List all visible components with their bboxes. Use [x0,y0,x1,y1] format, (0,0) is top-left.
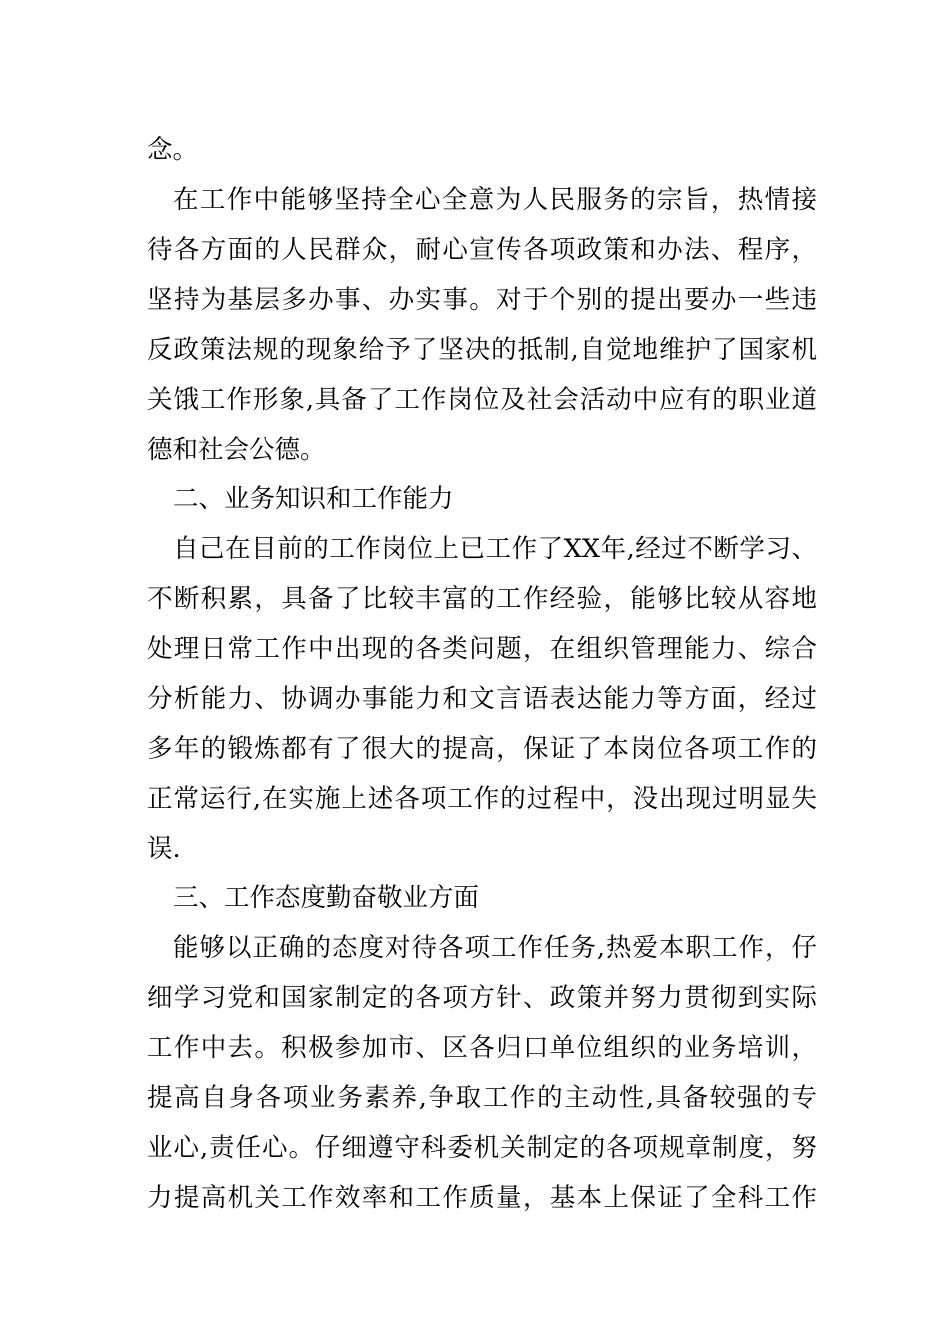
text-line: 工作中去。积极参加市、区各归口单位组织的业务培训， [147,1033,817,1063]
text-line: 自己在目前的工作岗位上已工作了XX年,经过不断学习、 [173,534,817,564]
text-line: 细学习党和国家制定的各项方针、政策并努力贯彻到实际 [147,983,817,1013]
text-line: 在工作中能够坚持全心全意为人民服务的宗旨，热情接 [173,185,817,215]
text-line: 待各方面的人民群众，耐心宣传各项政策和办法、程序， [147,235,817,265]
text-line: 反政策法规的现象给予了坚决的抵制,自觉地维护了国家机 [147,335,817,365]
text-line: 能够以正确的态度对待各项工作任务,热爱本职工作，仔 [173,933,817,963]
text-line: 分析能力、协调办事能力和文言语表达能力等方面，经过 [147,684,817,714]
text-line: 处理日常工作中出现的各类问题，在组织管理能力、综合 [147,634,817,664]
text-line: 念。 [147,135,199,165]
text-line: 误. [147,834,181,864]
text-line: 正常运行,在实施上述各项工作的过程中，没出现过明显失 [147,784,817,814]
text-line: 业心,责任心。仔细遵守科委机关制定的各项规章制度，努 [147,1133,817,1163]
text-line: 德和社会公德。 [147,435,326,465]
text-line: 力提高机关工作效率和工作质量，基本上保证了全科工作 [147,1183,817,1213]
text-line: 提高自身各项业务素养,争取工作的主动性,具备较强的专 [147,1083,817,1113]
text-line: 坚持为基层多办事、办实事。对于个别的提出要办一些违 [147,285,817,315]
text-line: 不断积累，具备了比较丰富的工作经验，能够比较从容地 [147,584,817,614]
text-line: 多年的锻炼都有了很大的提高，保证了本岗位各项工作的 [147,734,817,764]
section-heading: 三、工作态度勤奋敬业方面 [173,883,480,913]
section-heading: 二、业务知识和工作能力 [173,484,454,514]
text-line: 关饿工作形象,具备了工作岗位及社会活动中应有的职业道 [147,385,817,415]
